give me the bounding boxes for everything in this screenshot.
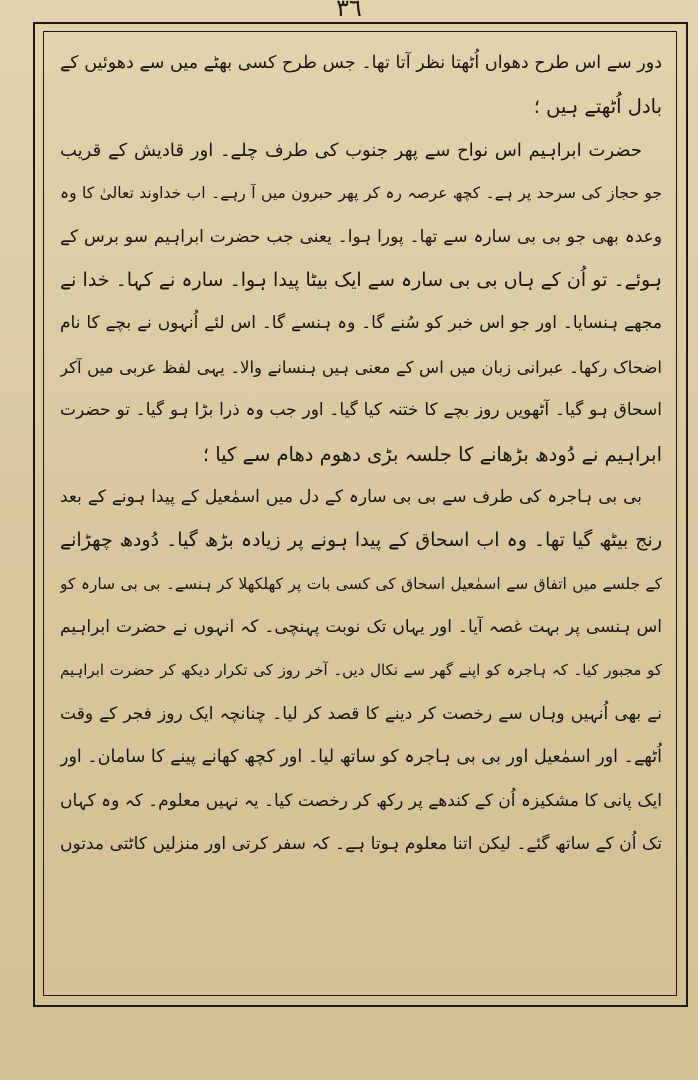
text-line: حضرت ابراہیم اس نواح سے پھر جنوب کی طرف چلے۔ اور قادیش کے قریب	[60, 139, 642, 161]
text-line: نے بھی اُنہیں وہاں سے رخصت کر دینے کا قصد کر لیا۔ چنانچہ ایک روز فجر کے وقت	[60, 703, 662, 724]
text-line: بادل اُٹھتے ہیں ؛	[533, 95, 662, 119]
text-line: ہوئے۔ تو اُن کے ہاں بی بی سارہ سے ایک بیٹا پیدا ہوا۔ سارہ نے کہا۔ خدا نے	[60, 268, 662, 291]
text-line: کے جلسے میں اتفاق سے اسمٰعیل اسحاق کی کسی بات پر کھلکھلا کر ہنسے۔ بی بی سارہ کو	[60, 574, 662, 593]
text-line: جو حجاز کی سرحد پر ہے۔ کچھ عرصہ رہ کر پھر حبرون میں آ رہے۔ اب خداوند تعالیٰ کا وہ	[60, 184, 662, 203]
text-line: ابراہیم نے دُودھ بڑھانے کا جلسہ بڑی دھوم دھام سے کیا ؛	[202, 442, 662, 466]
text-line: بی بی ہاجرہ کی طرف سے بی بی سارہ کے دل میں اسمٰعیل کے پیدا ہونے کے بعد	[60, 486, 642, 507]
text-line: ایک پانی کا مشکیزہ اُن کے کندھے پر رکھ کر رخصت کیا۔ یہ نہیں معلوم۔ کہ وہ کہاں	[60, 790, 662, 811]
page-number: ٣٦	[336, 0, 362, 22]
body-text	[60, 42, 662, 866]
text-line: اُٹھے۔ اور اسمٰعیل اور بی بی ہاجرہ کو ساتھ لیا۔ اور کچھ کھانے پینے کا سامان۔ اور	[60, 747, 662, 768]
text-line: کو مجبور کیا۔ کہ ہاجرہ کو اپنے گھر سے نکال دیں۔ آخر روز کی تکرار دیکھ کر حضرت ابراہیم	[60, 661, 662, 680]
text-line: وعدہ بھی جو بی بی سارہ سے تھا۔ پورا ہوا۔ یعنی جب حضرت ابراہیم سو برس کے	[60, 226, 662, 247]
text-line: اضحاک رکھا۔ عبرانی زبان میں اس کے معنی ہیں ہنسانے والا۔ یہی لفظ عربی میں آکر	[60, 357, 662, 377]
text-line: رنج بیٹھ گیا تھا۔ وہ اب اسحاق کے پیدا ہونے پر زیادہ بڑھ گیا۔ دُودھ چھڑانے	[60, 529, 662, 552]
text-line: مجھے ہنسایا۔ اور جو اس خبر کو سُنے گا۔ وہ ہنسے گا۔ اس لئے اُنہوں نے بچے کا نام	[60, 313, 662, 334]
text-line: دور سے اس طرح دھواں اُٹھتا نظر آتا تھا۔ جس طرح کسی بھٹے میں سے دھوئیں کے	[60, 53, 662, 73]
text-line: اس ہنسی پر بہت غصہ آیا۔ اور یہاں تک نوبت پہنچی۔ کہ انہوں نے حضرت ابراہیم	[60, 617, 662, 638]
text-line: اسحاق ہو گیا۔ آٹھویں روز بچے کا ختنہ کیا گیا۔ اور جب وہ ذرا بڑا ہو گیا۔ تو حضرت	[60, 400, 662, 421]
text-line: تک اُن کے ساتھ گئے۔ لیکن اتنا معلوم ہوتا ہے۔ کہ سفر کرتی اور منزلیں کاٹتی مدتوں	[60, 834, 662, 855]
